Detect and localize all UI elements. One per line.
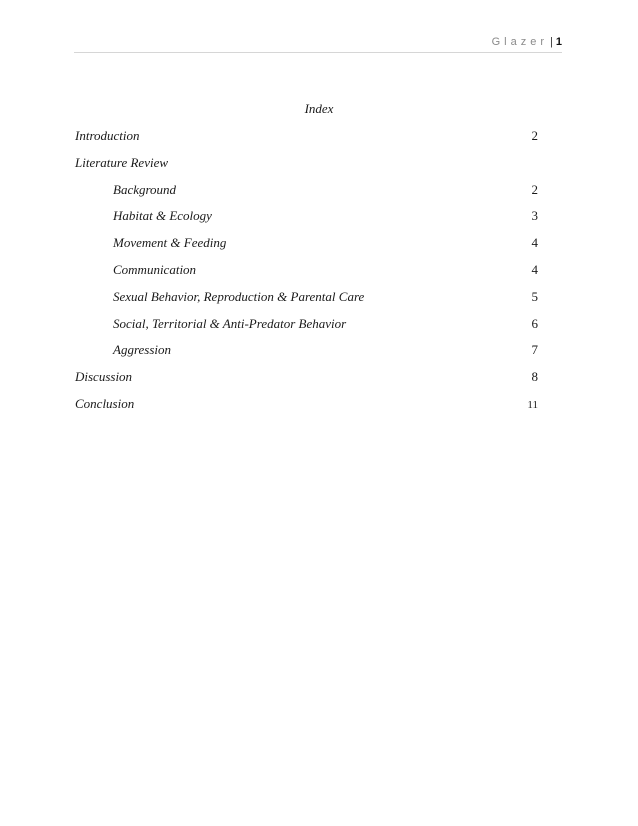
toc-entry-background [75, 182, 538, 209]
toc-entry-page: 2 [531, 181, 538, 197]
toc-entry-label: Communication [113, 261, 197, 277]
toc-entry-social-territorial [75, 316, 538, 343]
toc-entry-discussion [75, 369, 538, 396]
toc-entry-label: Introduction [75, 128, 140, 143]
toc-entry-page: 6 [531, 315, 538, 331]
toc-entry-page: 2 [531, 128, 538, 143]
toc-entry-page: 7 [531, 342, 538, 358]
toc-entry-label: Background [113, 181, 177, 197]
toc-entry-aggression [75, 342, 538, 369]
page-header [492, 36, 562, 48]
header-page-number: 1 [555, 36, 562, 48]
toc-entry-page: 4 [531, 261, 538, 277]
toc-entry-introduction [75, 128, 538, 155]
toc-entry-label: Social, Territorial & Anti-Predator Behavior [113, 315, 347, 331]
toc-entry-habitat-ecology [75, 208, 538, 235]
toc-entry-movement-feeding [75, 235, 538, 262]
toc-entry-page: 8 [531, 369, 538, 385]
toc-entry-literature-review [75, 155, 538, 182]
toc-entry-sexual-behavior [75, 289, 538, 316]
toc-entry-label: Conclusion [75, 395, 135, 411]
header-separator: | [550, 36, 553, 48]
toc-entry-label: Movement & Feeding [113, 235, 227, 251]
toc-entry-page: 3 [531, 208, 538, 224]
header-rule [74, 52, 562, 53]
toc-entry-conclusion [75, 396, 538, 423]
toc-entry-label: Aggression [113, 342, 172, 358]
toc-title: Index [304, 101, 334, 116]
toc-entry-communication [75, 262, 538, 289]
table-of-contents [75, 128, 538, 423]
toc-entry-label: Discussion [75, 369, 133, 385]
toc-entry-label: Sexual Behavior, Reproduction & Parental Care [113, 288, 365, 304]
toc-entry-page: 5 [531, 288, 538, 304]
toc-entry-label: Habitat & Ecology [113, 208, 212, 224]
toc-entry-label: Literature Review [75, 154, 169, 170]
header-author: Glazer [491, 36, 549, 48]
toc-entry-page: 4 [531, 235, 538, 251]
toc-entry-page: 11 [527, 398, 538, 411]
